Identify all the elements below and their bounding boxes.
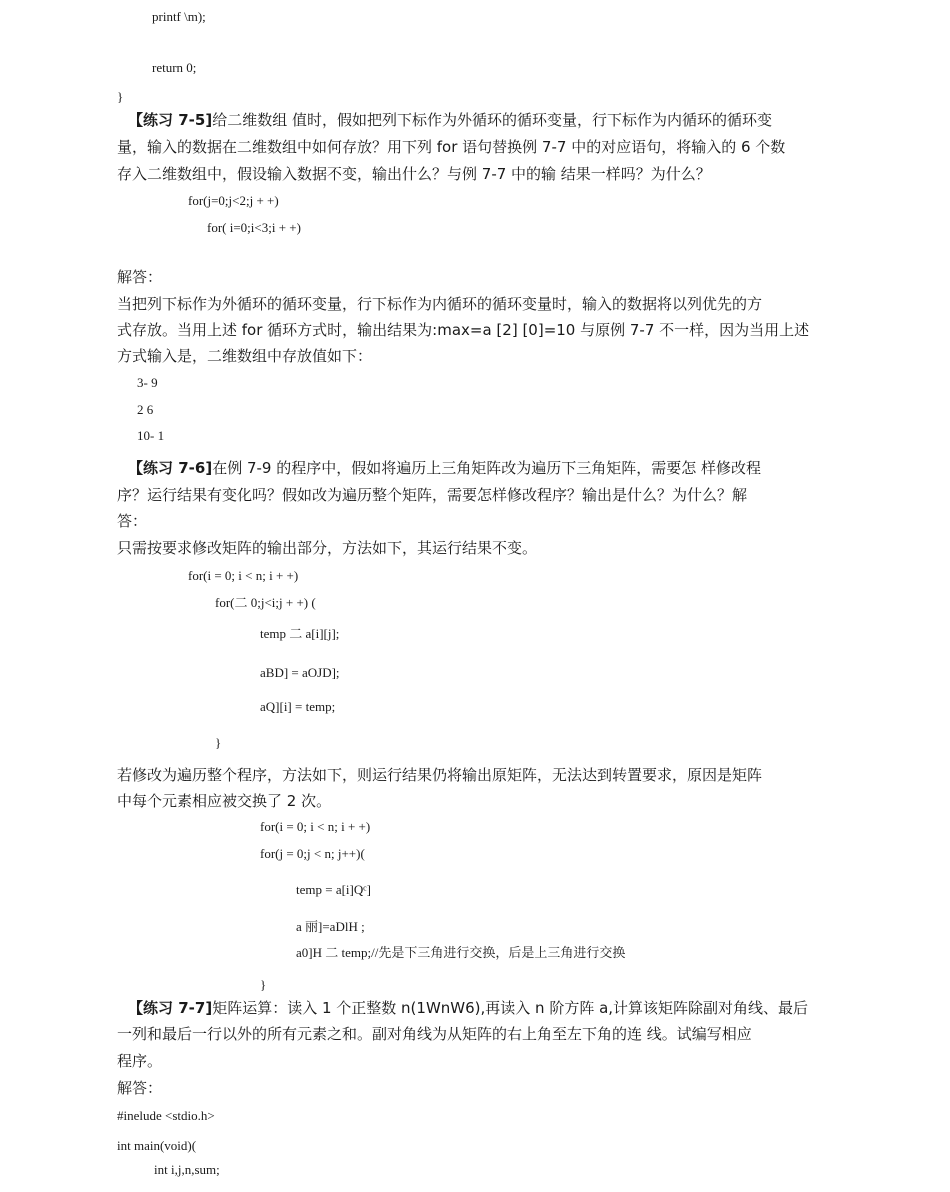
paragraph-line: 存入二维数组中，假设输入数据不变，输出什么？与例 7-7 中的输 结果一样吗？为什么？ xyxy=(117,165,711,183)
paragraph-line: 方式输入是，二维数组中存放值如下： xyxy=(117,347,373,365)
code-line: for(i = 0; i < n; i + +) xyxy=(260,819,371,834)
exercise-label: 【练习 7-7] xyxy=(128,999,213,1017)
answer-label: 解答： xyxy=(117,268,163,286)
paragraph-text: 在例 7-9 的程序中，假如将遍历上三角矩阵改为遍历下三角矩阵，需要怎 样修改程 xyxy=(212,459,761,477)
paragraph-line: 序？运行结果有变化吗？假如改为遍历整个矩阵，需要怎样修改程序？输出是什么？为什么？解 xyxy=(117,486,748,504)
code-line: temp 二 a[i][j]; xyxy=(260,626,340,641)
code-line: for(二 0;j<i;j + +) ( xyxy=(215,595,316,610)
matrix-row: 10- 1 xyxy=(137,428,165,443)
code-line: for(i = 0; i < n; i + +) xyxy=(188,568,299,583)
code-line: #inelude <stdio.h> xyxy=(117,1108,215,1123)
code-line: int i,j,n,sum; xyxy=(154,1162,220,1177)
matrix-row: 3- 9 xyxy=(137,375,158,390)
exercise-heading xyxy=(128,458,761,478)
code-line: } xyxy=(260,977,267,992)
paragraph-line: 一列和最后一行以外的所有元素之和。副对角线为从矩阵的右上角至左下角的连 线。试编写相应 xyxy=(117,1025,752,1043)
paragraph-line: 答： xyxy=(117,512,148,530)
paragraph-line: 中每个元素相应被交换了 2 次。 xyxy=(117,792,332,810)
paragraph-text: 矩阵运算：读入 1 个正整数 n(1WnW6),再读入 n 阶方阵 a,计算该矩阵除副对角线、最后 xyxy=(212,999,809,1017)
exercise-label: 【练习 7-5] xyxy=(128,111,213,129)
code-line: for(j=0;j<2;j + +) xyxy=(188,193,279,208)
paragraph-line: 若修改为遍历整个程序，方法如下，则运行结果仍将输出原矩阵，无法达到转置要求，原因是矩阵 xyxy=(117,766,763,784)
code-line: temp = a[i]Qᶜ] xyxy=(296,882,371,897)
paragraph-line: 只需按要求修改矩阵的输出部分，方法如下，其运行结果不变。 xyxy=(117,539,538,557)
exercise-heading xyxy=(128,110,772,130)
code-line: } xyxy=(215,735,222,750)
code-line: for( i=0;i<3;i + +) xyxy=(207,220,301,235)
paragraph-line: 程序。 xyxy=(117,1052,163,1070)
code-line: int main(void)( xyxy=(117,1138,197,1153)
code-line: printf \m); xyxy=(152,9,206,24)
code-line: return 0; xyxy=(152,60,197,75)
code-line: aQ][i] = temp; xyxy=(260,699,336,714)
paragraph-line: 式存放。当用上述 for 循环方式时，输出结果为:max=a [2] [0]=10 与原例 7-7 不一样，因为当用上述 xyxy=(117,321,810,339)
paragraph-text: 给二维数组 值时，假如把列下标作为外循环的循环变量，行下标作为内循环的循环变 xyxy=(212,111,772,129)
code-line: a0]H 二 temp;//先是下三角进行交换，后是上三角进行交换 xyxy=(296,945,626,960)
matrix-row: 2 6 xyxy=(137,402,154,417)
code-line: for(j = 0;j < n; j++)( xyxy=(260,846,365,861)
code-line: aBD] = aOJD]; xyxy=(260,665,340,680)
code-line: } xyxy=(117,89,124,104)
paragraph-line: 当把列下标作为外循环的循环变量，行下标作为内循环的循环变量时，输入的数据将以列优先的方 xyxy=(117,295,763,313)
exercise-heading xyxy=(128,998,808,1018)
answer-label: 解答： xyxy=(117,1079,163,1097)
code-line: a 丽]=aDlH ; xyxy=(296,919,365,934)
exercise-label: 【练习 7-6] xyxy=(128,459,213,477)
paragraph-line: 量，输入的数据在二维数组中如何存放？用下列 for 语句替换例 7-7 中的对应语句，将输入的 6 个数 xyxy=(117,138,786,156)
